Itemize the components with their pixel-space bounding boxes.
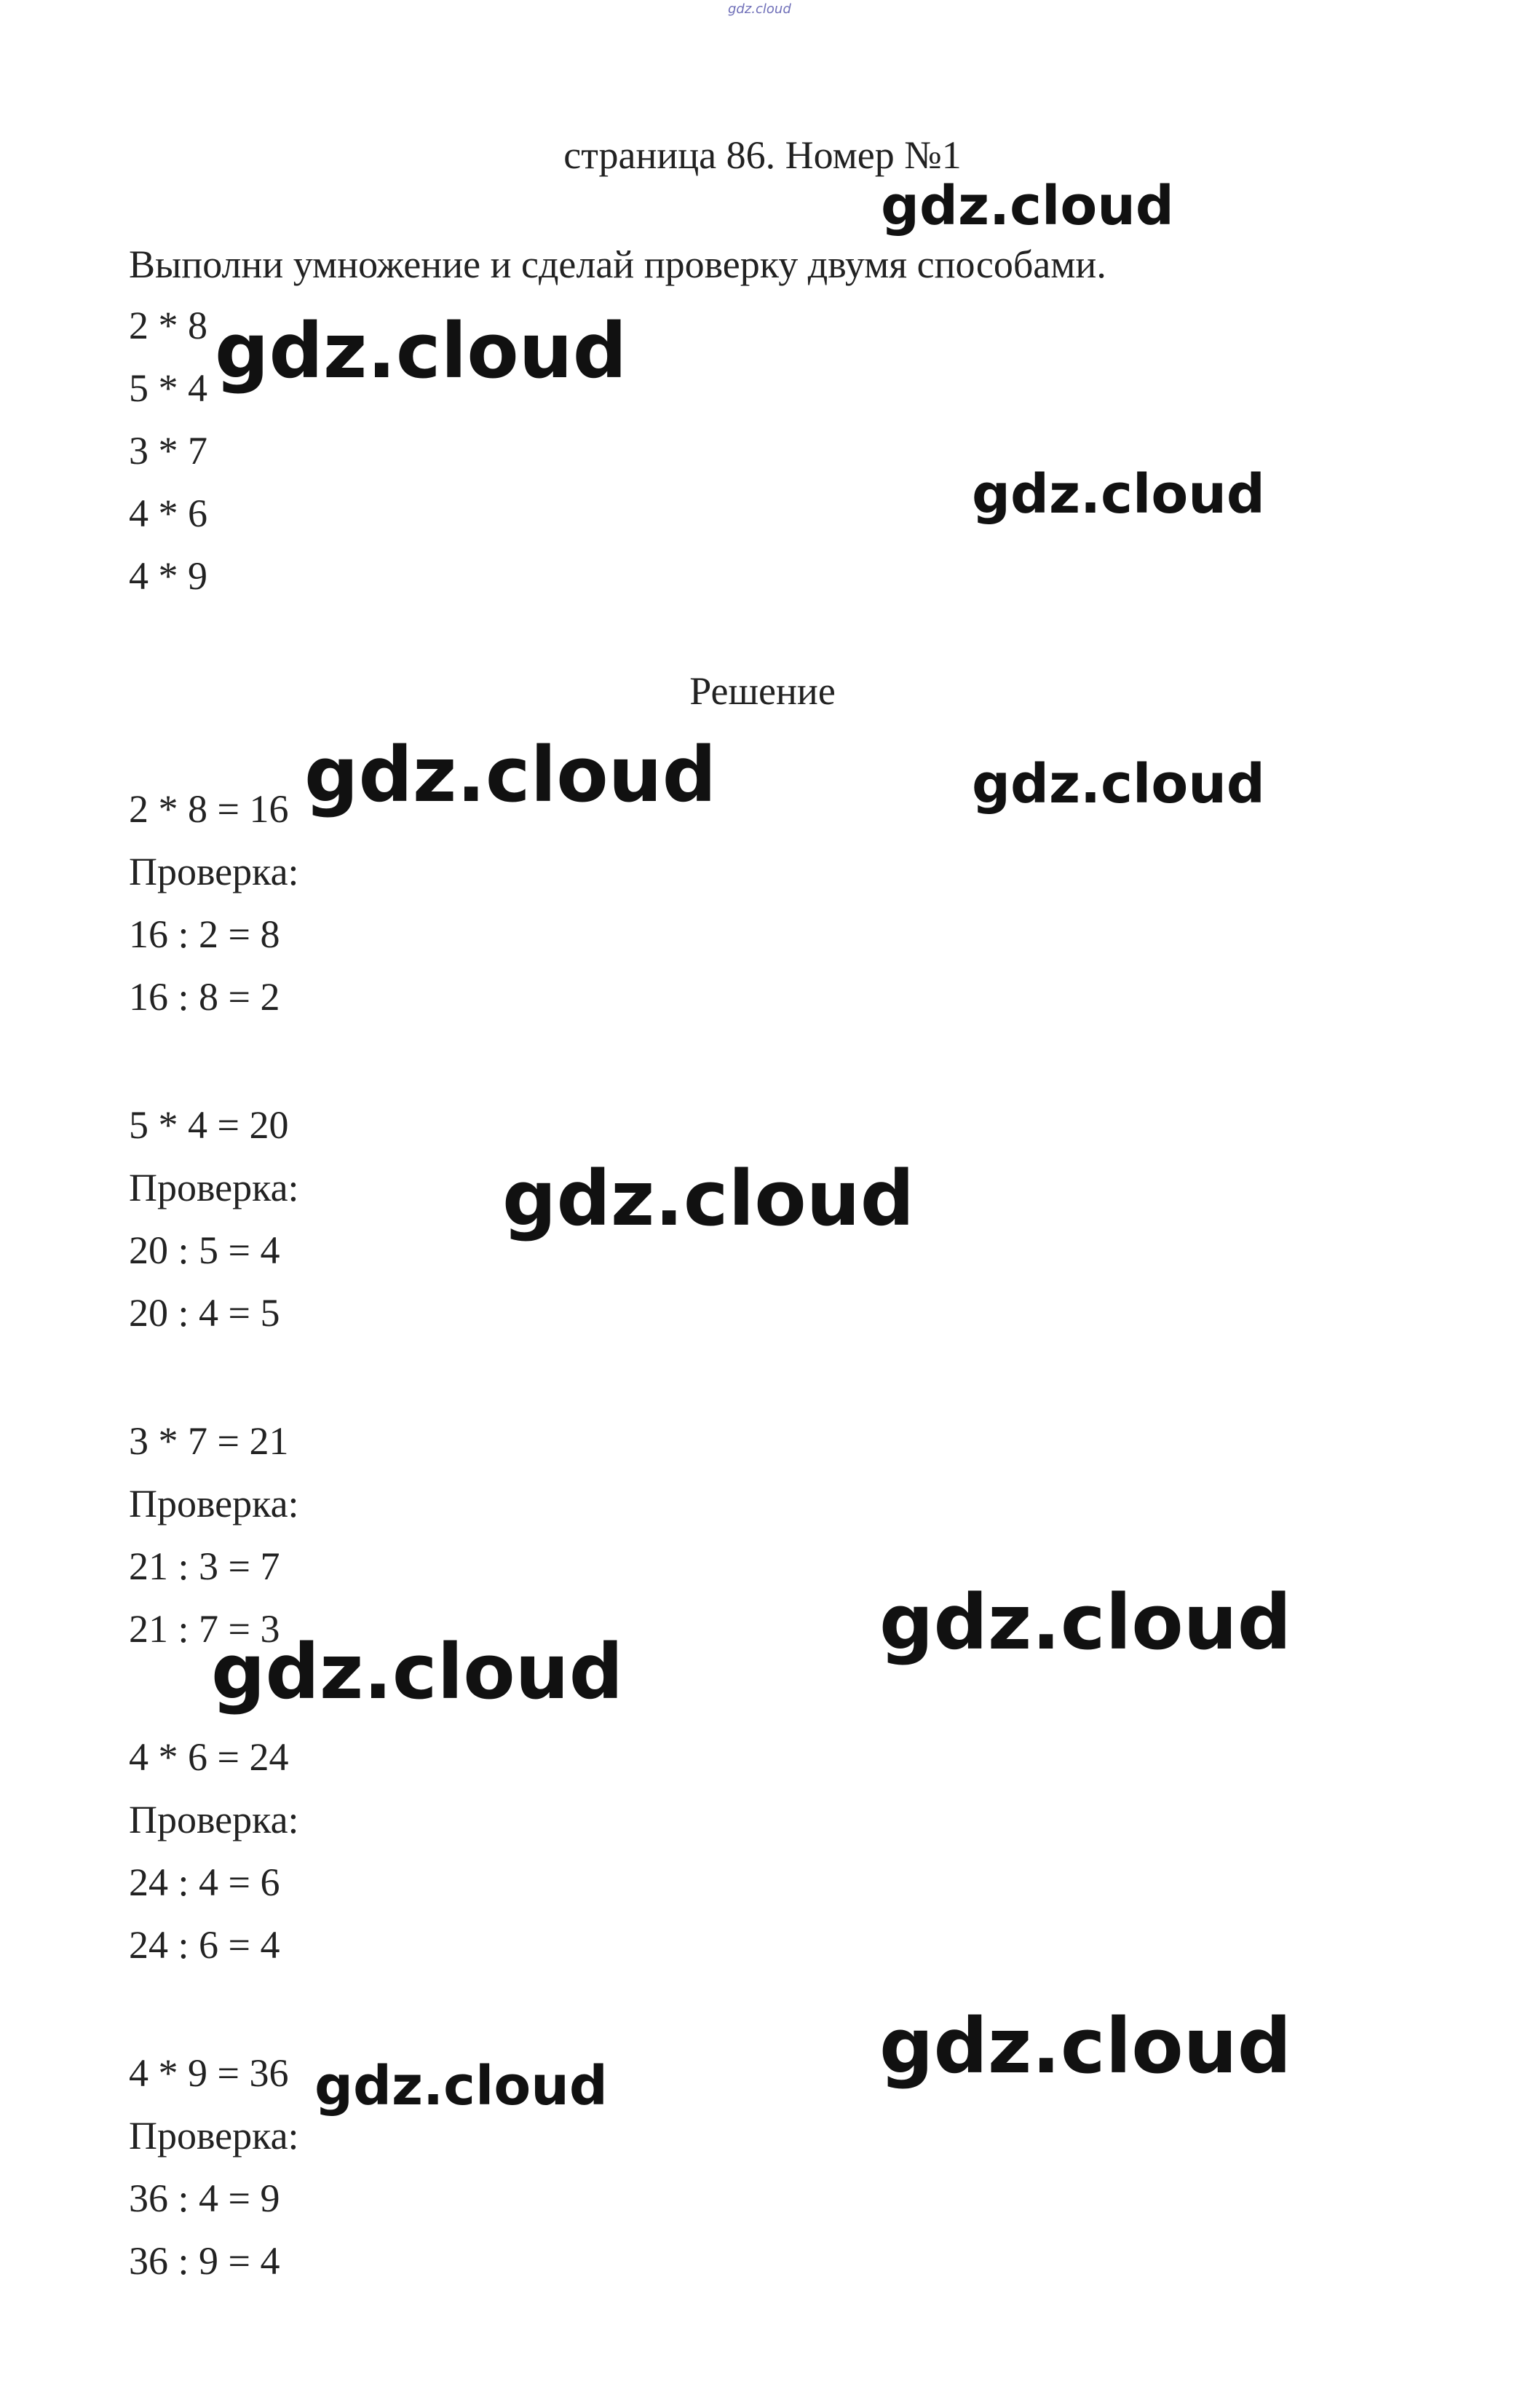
solution-3-check-label: Проверка: — [129, 1482, 299, 1525]
watermark: gdz.cloud — [304, 730, 717, 819]
solution-2-check-label: Проверка: — [129, 1166, 299, 1209]
solution-2-check-2: 20 : 4 = 5 — [129, 1291, 280, 1335]
solution-1-check-1: 16 : 2 = 8 — [129, 912, 280, 956]
watermark: gdz.cloud — [211, 1627, 624, 1716]
solution-4-check-label: Проверка: — [129, 1798, 299, 1841]
solution-3-check-2: 21 : 7 = 3 — [129, 1607, 280, 1651]
solution-2-check-1: 20 : 5 = 4 — [129, 1228, 280, 1272]
solution-4-check-2: 24 : 6 = 4 — [129, 1923, 280, 1967]
solution-heading: Решение — [689, 669, 836, 713]
watermark: gdz.cloud — [215, 307, 627, 395]
solution-5-check-label: Проверка: — [129, 2114, 299, 2158]
watermark: gdz.cloud — [502, 1154, 915, 1243]
solution-4-equation: 4 * 6 = 24 — [129, 1735, 289, 1779]
example-4: 4 * 6 — [129, 492, 207, 535]
task-text: Выполни умножение и сделай проверку двумя способами. — [129, 242, 1106, 286]
solution-1-check-2: 16 : 8 = 2 — [129, 975, 280, 1019]
watermark: gdz.cloud — [972, 463, 1265, 526]
solution-5-check-1: 36 : 4 = 9 — [129, 2176, 280, 2220]
page-title: страница 86. Номер №1 — [563, 133, 962, 177]
example-1: 2 * 8 — [129, 304, 207, 347]
solution-5-check-2: 36 : 9 = 4 — [129, 2239, 280, 2283]
top-watermark: gdz.cloud — [728, 1, 791, 17]
example-2: 5 * 4 — [129, 366, 207, 410]
solution-1-equation: 2 * 8 = 16 — [129, 787, 289, 831]
watermark: gdz.cloud — [879, 1578, 1292, 1667]
watermark: gdz.cloud — [972, 753, 1265, 816]
solution-3-equation: 3 * 7 = 21 — [129, 1419, 289, 1463]
watermark: gdz.cloud — [881, 175, 1174, 237]
solution-5-equation: 4 * 9 = 36 — [129, 2051, 289, 2095]
solution-3-check-1: 21 : 3 = 7 — [129, 1544, 280, 1588]
example-3: 3 * 7 — [129, 429, 207, 473]
solution-4-check-1: 24 : 4 = 6 — [129, 1860, 280, 1904]
example-5: 4 * 9 — [129, 554, 207, 598]
solution-1-check-label: Проверка: — [129, 850, 299, 893]
watermark: gdz.cloud — [879, 2002, 1292, 2091]
watermark: gdz.cloud — [314, 2055, 608, 2117]
solution-2-equation: 5 * 4 = 20 — [129, 1103, 289, 1147]
